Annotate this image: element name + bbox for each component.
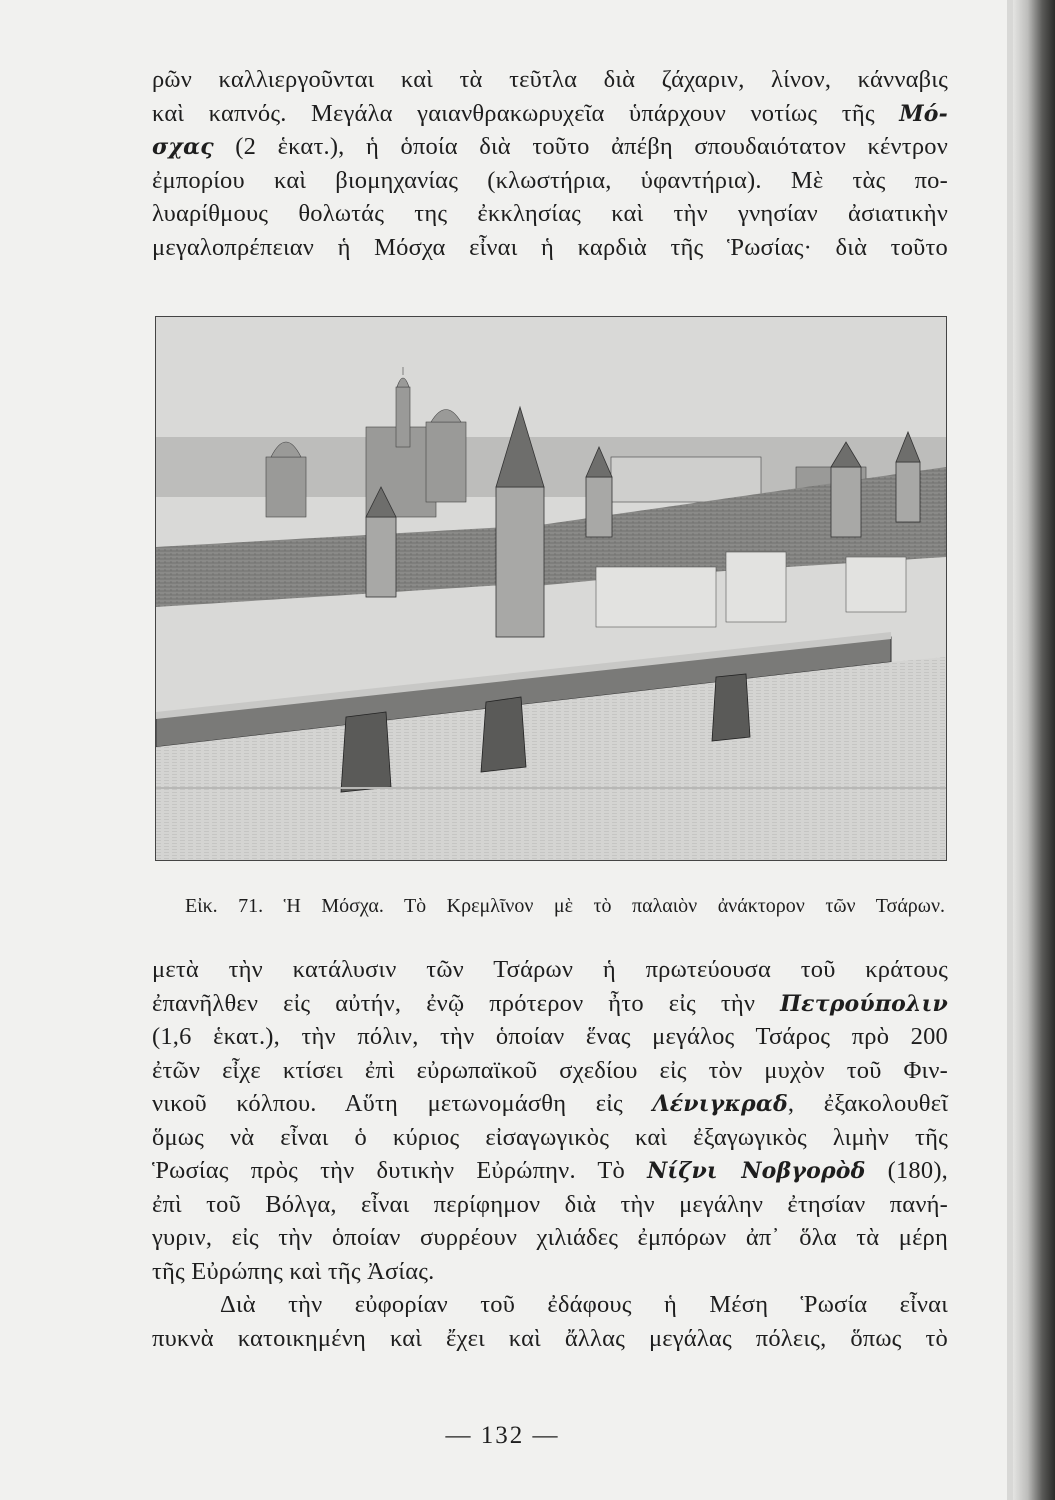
text-line — [152, 1054, 948, 1088]
text-segment: πυκνὰ κατοικημένη καὶ ἔχει καὶ ἄλλας μεγάλας πόλεις, ὅπως τὸ — [152, 1324, 948, 1352]
text-segment: Ῥωσίας πρὸς τὴν δυτικὴν Εὐρώπην. Τὸ — [152, 1157, 648, 1184]
text-segment: ἐπὶ τοῦ Βόλγα, εἶναι περίφημον διὰ τὴν μεγάλην ἐτησίαν πανή- — [152, 1190, 948, 1218]
text-line — [152, 130, 948, 164]
bottom-text — [152, 953, 948, 1355]
text-line — [152, 1188, 948, 1222]
top-paragraph — [152, 63, 948, 264]
text-line — [152, 164, 948, 198]
text-line — [152, 987, 948, 1021]
paragraph-petroupolis — [152, 953, 948, 1288]
text-line — [152, 97, 948, 131]
text-line — [152, 1255, 948, 1289]
bold-place-name: Λένιγκραδ — [652, 1091, 788, 1117]
text-segment: ἐπανῆλθεν εἰς αὐτήν, ἐνῷ πρότερον ἦτο εἰς τὴν — [152, 989, 781, 1017]
text-line — [152, 1154, 948, 1188]
text-line — [152, 231, 948, 265]
text-segment: ὅμως νὰ εἶναι ὁ κύριος εἰσαγωγικὸς καὶ ἐξαγωγικὸς λιμὴν τῆς — [152, 1123, 948, 1151]
text-line — [152, 1288, 948, 1322]
kremlin-photograph — [155, 316, 947, 861]
book-gutter-shadow — [1013, 0, 1055, 1500]
text-line — [152, 1020, 948, 1054]
text-segment: νικοῦ κόλπου. Αὕτη μετωνομάσθη εἰς — [152, 1090, 653, 1117]
paragraph-central-russia — [152, 1288, 948, 1355]
text-line — [152, 1221, 948, 1255]
text-line — [152, 1322, 948, 1356]
bold-place-name: Πετρούπολιν — [780, 990, 948, 1017]
bold-place-name: Νίζνι Νοβγορὸδ — [647, 1158, 866, 1184]
bold-place-name: Μό- — [899, 100, 948, 127]
text-segment: ρῶν καλλιεργοῦνται καὶ τὰ τεῦτλα διὰ ζάχαριν, λίνον, κάνναβις — [152, 66, 948, 93]
text-segment: μετὰ τὴν κατάλυσιν τῶν Τσάρων ἡ πρωτεύουσα τοῦ κράτους — [152, 956, 948, 983]
text-segment: λυαρίθμους θολωτάς της ἐκκλησίας καὶ τὴν γνησίαν ἀσιατικὴν — [152, 200, 948, 227]
text-segment: Διὰ τὴν εὐφορίαν τοῦ ἐδάφους ἡ Μέση Ῥωσία εἶναι — [220, 1291, 948, 1318]
text-line — [152, 1121, 948, 1155]
text-line — [152, 953, 948, 987]
text-line — [152, 197, 948, 231]
text-line — [152, 63, 948, 97]
bold-place-name: σχας — [152, 134, 214, 160]
text-segment: ἐτῶν εἶχε κτίσει ἐπὶ εὐρωπαϊκοῦ σχεδίου εἰς τὸν μυχὸν τοῦ Φιν- — [152, 1056, 948, 1084]
text-segment: καὶ καπνός. Μεγάλα γαιανθρακωρυχεῖα ὑπάρχουν νοτίως τῆς — [152, 99, 900, 127]
figure-caption: Εἰκ. 71. Ἡ Μόσχα. Τὸ Κρεμλῖνον μὲ τὸ παλαιὸν ἀνάκτορον τῶν Τσάρων. — [185, 895, 945, 917]
text-segment: μεγαλοπρέπειαν ἡ Μόσχα εἶναι ἡ καρδιὰ τῆς Ῥωσίας· διὰ τοῦτο — [152, 233, 948, 261]
kremlin-bridge-image — [156, 317, 946, 860]
text-segment: (2 ἑκατ.), ἡ ὁποία διὰ τοῦτο ἀπέβη σπουδαιότατον κέντρον — [213, 133, 948, 160]
text-segment: ἐμπορίου καὶ βιομηχανίας (κλωστήρια, ὑφαντήρια). Μὲ τὰς πο- — [152, 166, 948, 194]
text-segment: γυριν, εἰς τὴν ὁποίαν συρρέουν χιλιάδες ἐμπόρων ἀπ᾽ ὅλα τὰ μέρη — [152, 1224, 948, 1251]
text-line — [152, 1087, 948, 1121]
text-segment: τῆς Εὐρώπης καὶ τῆς Ἀσίας. — [152, 1257, 435, 1285]
text-segment: , ἐξακολουθεῖ — [787, 1090, 948, 1117]
text-segment: (180), — [865, 1157, 949, 1184]
page-number: — 132 — — [445, 1422, 560, 1449]
text-segment: (1,6 ἑκατ.), τὴν πόλιν, τὴν ὁποίαν ἕνας μεγάλος Τσάρος πρὸ 200 — [152, 1023, 948, 1050]
